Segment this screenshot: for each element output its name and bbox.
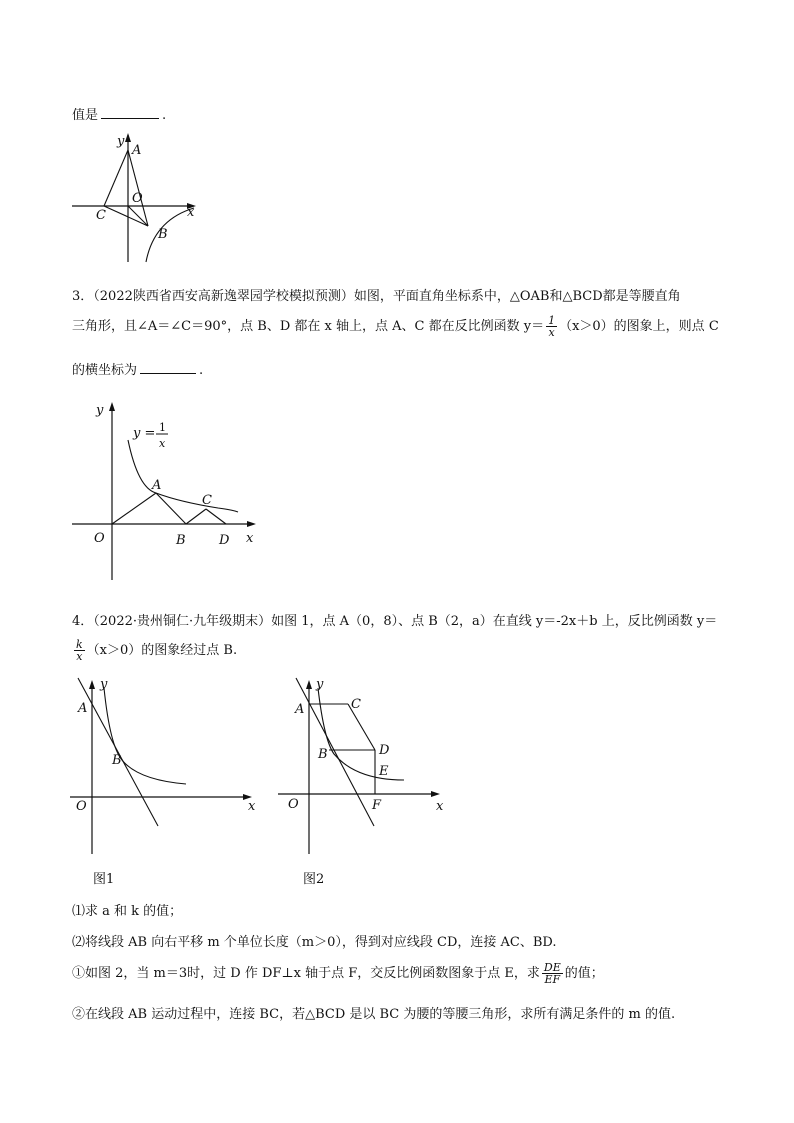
q3-line-2b: （x＞0）的图象上，则点 C: [559, 319, 719, 334]
label-e: E: [379, 764, 389, 779]
figure-2: [276, 676, 456, 856]
part-2-1: [72, 962, 604, 985]
segment-ac: [104, 150, 128, 206]
label-b: B: [176, 533, 186, 548]
label-a: A: [152, 478, 162, 493]
x-axis-arrow: [431, 791, 440, 797]
label-c: C: [202, 493, 212, 508]
q3-line-3-text: 的横坐标为: [72, 363, 138, 378]
label-x: x: [436, 799, 444, 814]
label-o: O: [132, 191, 143, 206]
q3-frac-num: 1: [548, 314, 556, 327]
q2-period: .: [162, 108, 167, 123]
q4-line-2-text: （x＞0）的图象经过点 B.: [86, 643, 238, 658]
label-y: y: [316, 677, 324, 692]
q3-line-2: [72, 315, 719, 338]
part-2-1-tail: 的值；: [564, 966, 604, 981]
y-axis-arrow: [125, 133, 131, 142]
label-x: x: [246, 531, 254, 546]
hyperbola-curve: [318, 688, 404, 780]
label-a: A: [132, 143, 142, 158]
q4-fraction: [74, 639, 85, 662]
q3-line-2a: 三角形，且∠A＝∠C＝90°，点 B、D 都在 x 轴上，点 A、C 都在反比例函数 y＝: [72, 319, 545, 334]
segment-cb: [104, 206, 148, 226]
label-f: F: [372, 798, 382, 813]
curve-eq-den: x: [159, 437, 166, 450]
q2-tail-text: 值是: [72, 108, 99, 123]
q3-fraction: [546, 315, 557, 338]
y-axis-arrow: [89, 680, 95, 689]
part-2-2: ②在线段 AB 运动过程中，连接 BC，若△BCD 是以 BC 为腰的等腰三角形，求所有满足条件的 m 的值.: [72, 1007, 676, 1022]
part-2-1-text: ①如图 2，当 m＝3时，过 D 作 DF⊥x 轴于点 F，交反比例函数图象于点 E，求: [72, 966, 540, 981]
label-b: B: [158, 227, 168, 242]
line-ab: [296, 678, 374, 826]
label-x: x: [187, 205, 195, 220]
part-2-1-frac-den: EF: [544, 973, 561, 986]
label-b: B: [112, 753, 122, 768]
q3-line-1: 3．（2022陕西省西安高新逸翠园学校模拟预测）如图，平面直角坐标系中，△OAB和△BCD都是等腰直角: [72, 289, 681, 304]
label-c: C: [351, 697, 361, 712]
x-axis-arrow: [247, 521, 256, 527]
label-b: B: [318, 747, 328, 762]
q3-line-3: [72, 359, 203, 378]
segment-bc: [186, 509, 206, 524]
y-axis-arrow: [109, 402, 115, 411]
q4-line-2: [72, 639, 237, 662]
q3-frac-den: x: [548, 326, 555, 339]
figure-2-caption: 图2: [303, 872, 325, 887]
figure-1-caption: 图1: [93, 872, 115, 887]
label-a: A: [295, 702, 305, 717]
label-d: D: [219, 533, 230, 548]
q3-period: .: [199, 363, 204, 378]
label-o: O: [288, 797, 299, 812]
hyperbola-curve: [104, 688, 186, 784]
q3-answer-blank: [140, 361, 196, 374]
q2-figure: [70, 130, 200, 265]
figure-1: [68, 676, 268, 856]
part-1: ⑴求 a 和 k 的值；: [72, 904, 183, 919]
segment-cd: [206, 509, 226, 524]
segment-ab: [128, 150, 148, 226]
q2-answer-line: [72, 104, 166, 123]
line-ab: [78, 678, 158, 826]
label-y: y: [96, 403, 104, 418]
curve-eq-num: 1: [159, 421, 166, 434]
label-o: O: [94, 531, 105, 546]
part-2-1-frac-num: DE: [543, 961, 561, 974]
q3-figure: [70, 398, 270, 583]
q4-frac-den: x: [76, 650, 83, 663]
part-2: ⑵将线段 AB 向右平移 m 个单位长度（m＞0），得到对应线段 CD，连接 AC、BD.: [72, 935, 557, 950]
curve-eq-y: y =: [133, 426, 156, 441]
q2-answer-blank: [101, 106, 159, 119]
label-x: x: [248, 799, 256, 814]
y-axis-arrow: [306, 680, 312, 689]
label-a: A: [78, 701, 88, 716]
label-d: D: [379, 743, 390, 758]
segment-oa: [112, 493, 156, 524]
label-y: y: [100, 677, 108, 692]
label-y: y: [117, 134, 125, 149]
label-o: O: [76, 799, 87, 814]
part-2-1-fraction: [542, 962, 563, 985]
q4-frac-num: k: [76, 638, 83, 651]
q4-line-1-text: 4．（2022·贵州铜仁·九年级期末）如图 1，点 A（0，8）、点 B（2，a）在直线 y＝-2x＋b 上，反比例函数 y＝: [72, 614, 718, 629]
label-c: C: [96, 208, 106, 223]
q4-line-1: [72, 610, 717, 629]
